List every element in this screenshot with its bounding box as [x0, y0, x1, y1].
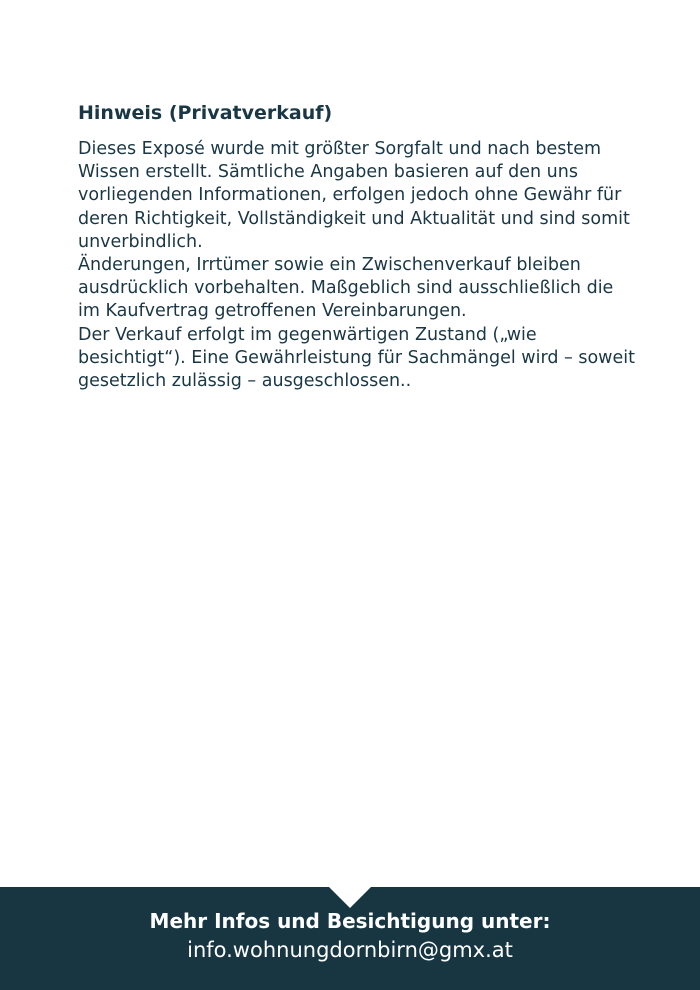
- contact-footer: [0, 887, 700, 990]
- footer-title: Mehr Infos und Besichtigung unter:: [149, 909, 551, 933]
- notice-heading: Hinweis (Privatverkauf): [78, 102, 333, 124]
- notice-paragraph-warranty: Der Verkauf erfolgt im gegenwärtigen Zustand („wie besichtigt“). Eine Gewährleistung für Sachmängel wird – soweit gesetzlich zulässig – ausgeschlossen..: [78, 324, 635, 392]
- notice-paragraph-changes: Änderungen, Irrtümer sowie ein Zwischenverkauf bleiben ausdrücklich vorbehalten. Maßgeblich sind ausschließlich die im Kaufvertrag getroffenen Vereinbarungen.: [78, 255, 614, 322]
- notice-section: [78, 100, 638, 393]
- notice-paragraph-disclaimer: Dieses Exposé wurde mit größter Sorgfalt und nach bestem Wissen erstellt. Sämtliche Angaben basieren auf den uns vorliegenden Informationen, erfolgen jedoch ohne Gewähr für deren Richtigkeit, Vollständigkeit und Aktualität und sind somit unverbindlich.: [78, 139, 630, 252]
- footer-email-link[interactable]: info.wohnungdornbirn@gmx.at: [187, 938, 513, 962]
- footer-notch-decoration: [329, 887, 371, 908]
